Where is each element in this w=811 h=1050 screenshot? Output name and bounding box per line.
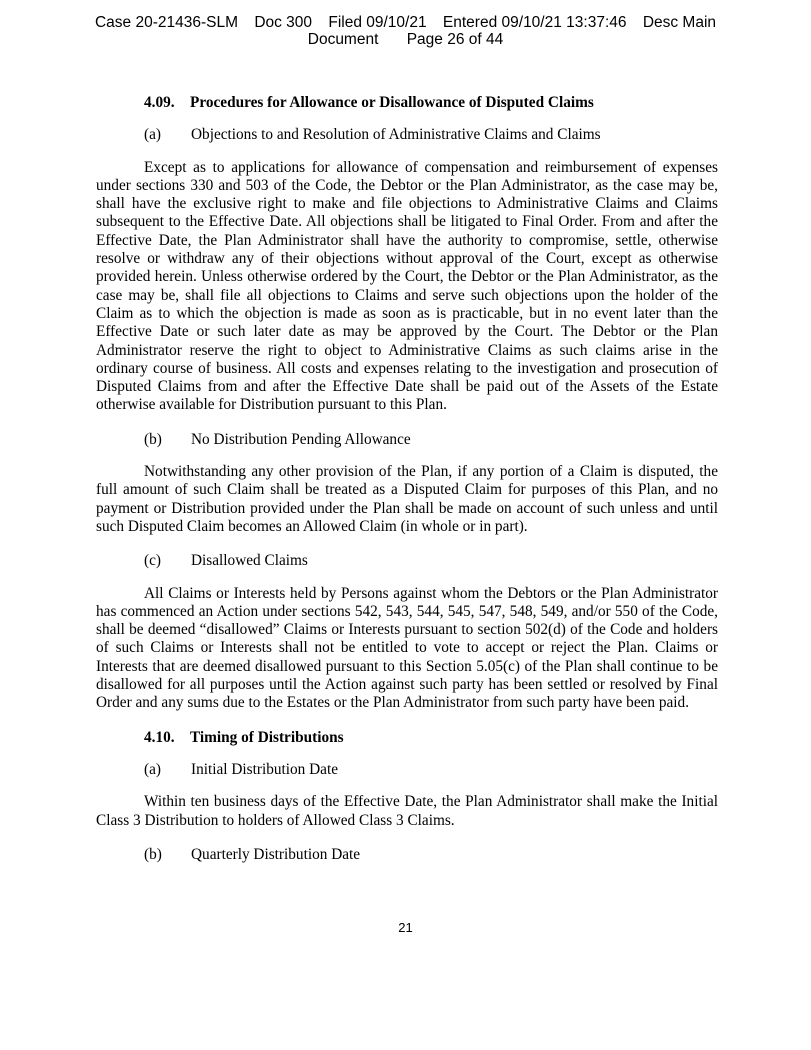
page-of-total: Page 26 of 44 <box>406 31 504 48</box>
filed-date: Filed 09/10/21 <box>328 14 427 31</box>
paragraph-initial-distribution: Within ten business days of the Effective Date, the Plan Administrator shall make the Initial Class 3 Distribution to holders of Allowed Class 3 Claims. <box>96 793 718 829</box>
section-number: 4.10. <box>144 728 175 746</box>
subsection-number: (b) <box>144 430 162 448</box>
subsection-title: No Distribution Pending Allowance <box>191 430 411 448</box>
page-number: 21 <box>398 920 413 935</box>
section-title: Timing of Distributions <box>190 728 344 746</box>
document-body <box>96 94 718 878</box>
subsection-heading-c <box>144 552 718 570</box>
section-heading-4-10 <box>144 729 718 747</box>
case-number: Case 20-21436-SLM <box>94 14 238 31</box>
desc-main: Desc Main <box>642 14 717 31</box>
subsection-heading-a <box>144 761 718 779</box>
subsection-heading-b <box>144 846 718 864</box>
subsection-heading-a <box>144 126 718 144</box>
paragraph-no-distribution: Notwithstanding any other provision of the Plan, if any portion of a Claim is disputed, the full amount of such Claim shall be treated as a Disputed Claim for purposes of this Plan, and no payment or Distribution provided under the Plan shall be made on account of such unless and until such Disputed Claim becomes an Allowed Claim (in whole or in part). <box>96 463 718 535</box>
subsection-number: (a) <box>144 126 161 144</box>
section-number: 4.09. <box>144 94 175 111</box>
subsection-title: Quarterly Distribution Date <box>191 845 361 863</box>
entered-date: Entered 09/10/21 13:37:46 <box>442 14 627 31</box>
section-heading-4-09 <box>144 94 718 112</box>
doc-number: Doc 300 <box>254 14 313 31</box>
subsection-number: (a) <box>144 760 161 778</box>
subsection-title: Initial Distribution Date <box>191 760 338 778</box>
subsection-number: (b) <box>144 845 162 863</box>
paragraph-objections: Except as to applications for allowance of compensation and reimbursement of expenses under sections 330 and 503 of the Code, the Debtor or the Plan Administrator, as the case may be, shall have the exclusive right to make and file objections to Administrative Claims and Claims subsequent to the Effective Date. All objections shall be litigated to Final Order. From and after the Effective Date, the Plan Administrator shall have the authority to compromise, settle, otherwise resolve or withdraw any of their objections without approval of the Court, except as otherwise provided herein. Unless otherwise ordered by the Court, the Debtor or the Plan Administrator, as the case may be, shall file all objections to Claims and serve such objections upon the holder of the Claim as to which the objection is made as soon as is practicable, but in no event later than the Effective Date or such later date as may be approved by the Court. The Debtor or the Plan Administrator reserve the right to object to Administrative Claims as such claims arise in the ordinary course of business. All costs and expenses relating to the investigation and prosecution of Disputed Claims from and after the Effective Date shall be paid out of the Assets of the Estate otherwise available for Distribution pursuant to this Plan. <box>96 158 718 414</box>
section-title: Procedures for Allowance or Disallowance of Disputed Claims <box>190 94 594 111</box>
subsection-title: Objections to and Resolution of Administrative Claims and Claims <box>191 126 601 144</box>
paragraph-disallowed-claims: All Claims or Interests held by Persons against whom the Debtors or the Plan Administrator has commenced an Action under sections 542, 543, 544, 545, 547, 548, 549, and/or 550 of the Code, shall be deemed “disallowed” Claims or Interests pursuant to section 502(d) of the Code and holders of such Claims or Interests shall not be entitled to vote to accept or reject the Plan. Claims or Interests that are deemed disallowed pursuant to this Section 5.05(c) of the Plan shall continue to be disallowed for all purposes until the Action against such party has been settled or resolved by Final Order and any sums due to the Estates or the Plan Administrator from such party have been paid. <box>96 584 718 712</box>
subsection-number: (c) <box>144 552 161 570</box>
document-label: Document <box>307 31 379 48</box>
court-filing-header <box>0 14 811 48</box>
subsection-heading-b <box>144 431 718 449</box>
subsection-title: Disallowed Claims <box>191 552 308 570</box>
